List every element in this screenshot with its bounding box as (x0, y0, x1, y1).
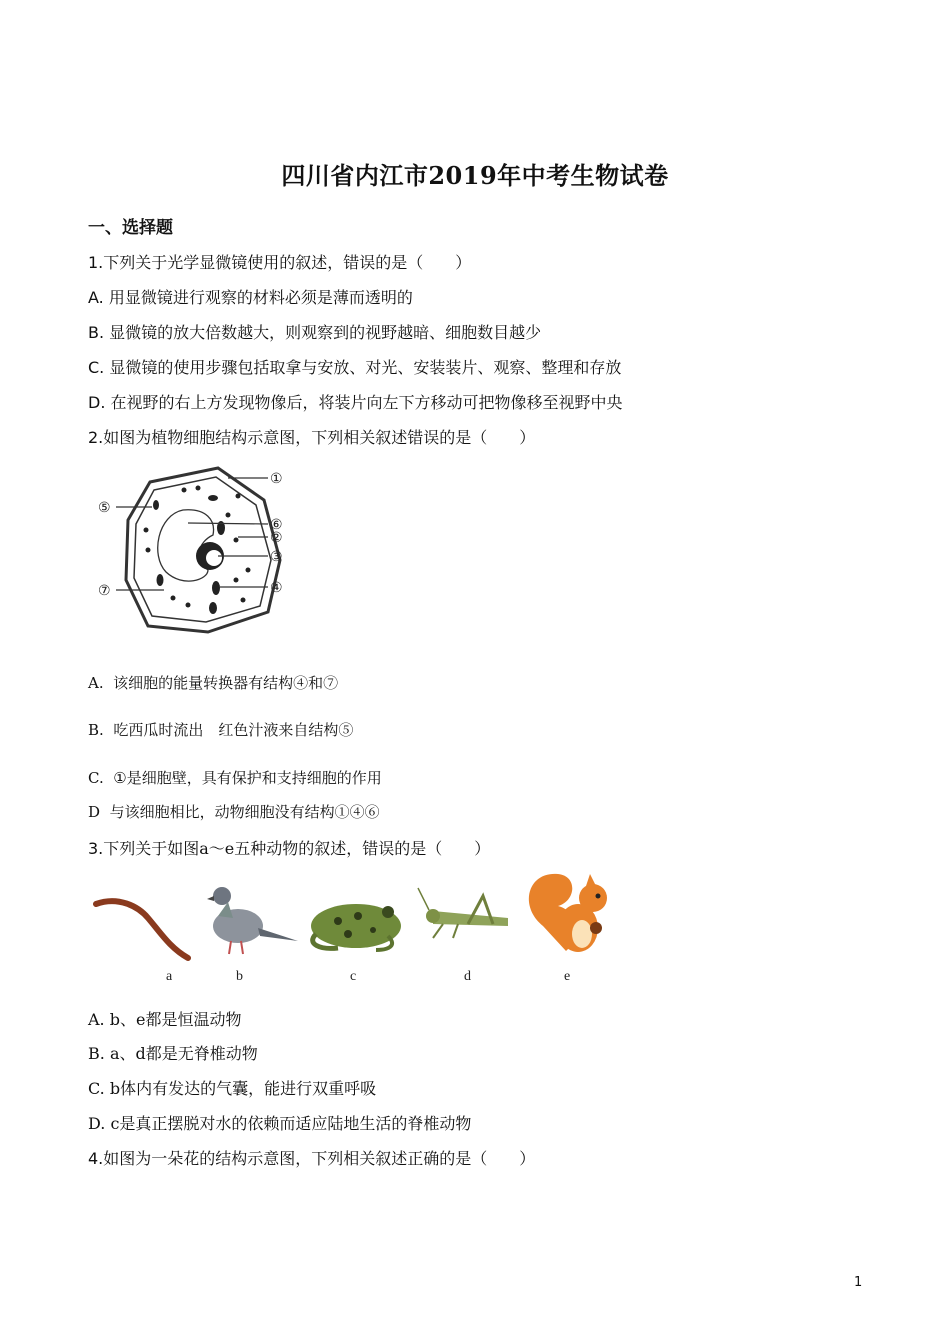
option-label: B. (88, 1044, 105, 1063)
option-1c (88, 355, 621, 378)
option-text: 吃西瓜时流出 红色汁液来自结构⑤ (113, 721, 354, 739)
cell-label-6: ⑥ (270, 518, 283, 533)
option-2c (88, 767, 382, 788)
option-text: a、d都是无脊椎动物 (109, 1044, 258, 1063)
option-label: A. (88, 674, 104, 692)
question-number: 1. (88, 253, 104, 272)
option-label: D. (88, 393, 106, 412)
option-text: c是真正摆脱对水的依赖而适应陆地生活的脊椎动物 (110, 1114, 472, 1133)
question-1 (88, 250, 471, 273)
option-text: ①是细胞壁，具有保护和支持细胞的作用 (113, 769, 382, 787)
pigeon-image (207, 887, 298, 954)
option-text: b、e都是恒温动物 (109, 1010, 242, 1029)
animal-label-a: a (166, 969, 173, 984)
question-number: 4. (88, 1149, 104, 1168)
option-2d (88, 801, 380, 822)
question-4 (88, 1146, 535, 1169)
squirrel-image (529, 874, 607, 952)
option-1d (88, 390, 623, 413)
cell-label-2: ② (270, 531, 283, 546)
question-2 (88, 425, 535, 448)
option-text: 在视野的右上方发现物像后，将装片向左下方移动可把物像移至视野中央 (110, 393, 623, 412)
cell-label-7: ⑦ (98, 584, 111, 599)
option-label: A. (88, 1010, 105, 1029)
exam-title: 四川省内江市2019年中考生物试卷 (281, 161, 669, 190)
earthworm-image (96, 901, 188, 958)
option-label: C. (88, 358, 105, 377)
option-text: 显微镜的放大倍数越大，则观察到的视野越暗、细胞数目越少 (109, 323, 542, 342)
option-label: B. (88, 721, 104, 739)
question-stem: 下列关于光学显微镜使用的叙述，错误的是（ ） (103, 253, 472, 272)
option-label: D. (88, 1114, 106, 1133)
cell-label-3: ③ (270, 550, 283, 565)
option-1a (88, 285, 413, 308)
frog-image (311, 904, 401, 950)
option-text: b体内有发达的气囊，能进行双重呼吸 (109, 1079, 377, 1098)
option-1b (88, 320, 541, 343)
question-stem: 如图为植物细胞结构示意图，下列相关叙述错误的是（ ） (103, 428, 536, 447)
option-3d (88, 1111, 471, 1134)
animal-label-d: d (464, 969, 471, 984)
option-3c (88, 1076, 376, 1099)
option-text: 该细胞的能量转换器有结构④和⑦ (113, 674, 339, 692)
question-stem: 如图为一朵花的结构示意图，下列相关叙述正确的是（ ） (103, 1149, 536, 1168)
animals-figure (88, 866, 618, 986)
option-label: C. (88, 769, 104, 787)
animal-label-e: e (564, 969, 571, 984)
option-label: C. (88, 1079, 105, 1098)
question-number: 2. (88, 428, 104, 447)
cell-label-5: ⑤ (98, 501, 111, 516)
option-2a (88, 672, 338, 693)
animal-label-b: b (236, 969, 243, 984)
grasshopper-image (418, 888, 508, 938)
option-3a (88, 1007, 241, 1030)
option-label: B. (88, 323, 105, 342)
animal-label-c: c (350, 969, 357, 984)
question-stem: 下列关于如图a～e五种动物的叙述，错误的是（ ） (103, 839, 491, 858)
option-label: A. (88, 288, 104, 307)
option-text: 与该细胞相比，动物细胞没有结构①④⑥ (109, 803, 380, 821)
page-number: 1 (854, 1275, 863, 1290)
option-text: 显微镜的使用步骤包括取拿与安放、对光、安装装片、观察、整理和存放 (109, 358, 622, 377)
option-text: 用显微镜进行观察的材料必须是薄而透明的 (108, 288, 413, 307)
section-heading: 一、选择题 (88, 218, 173, 238)
question-3 (88, 836, 490, 859)
cell-label-1: ① (270, 472, 283, 487)
question-number: 3. (88, 839, 104, 858)
option-2b (88, 719, 353, 740)
option-3b (88, 1041, 258, 1064)
plant-cell-diagram (88, 460, 298, 640)
cell-label-4: ④ (270, 581, 283, 596)
option-label: D (88, 803, 101, 821)
